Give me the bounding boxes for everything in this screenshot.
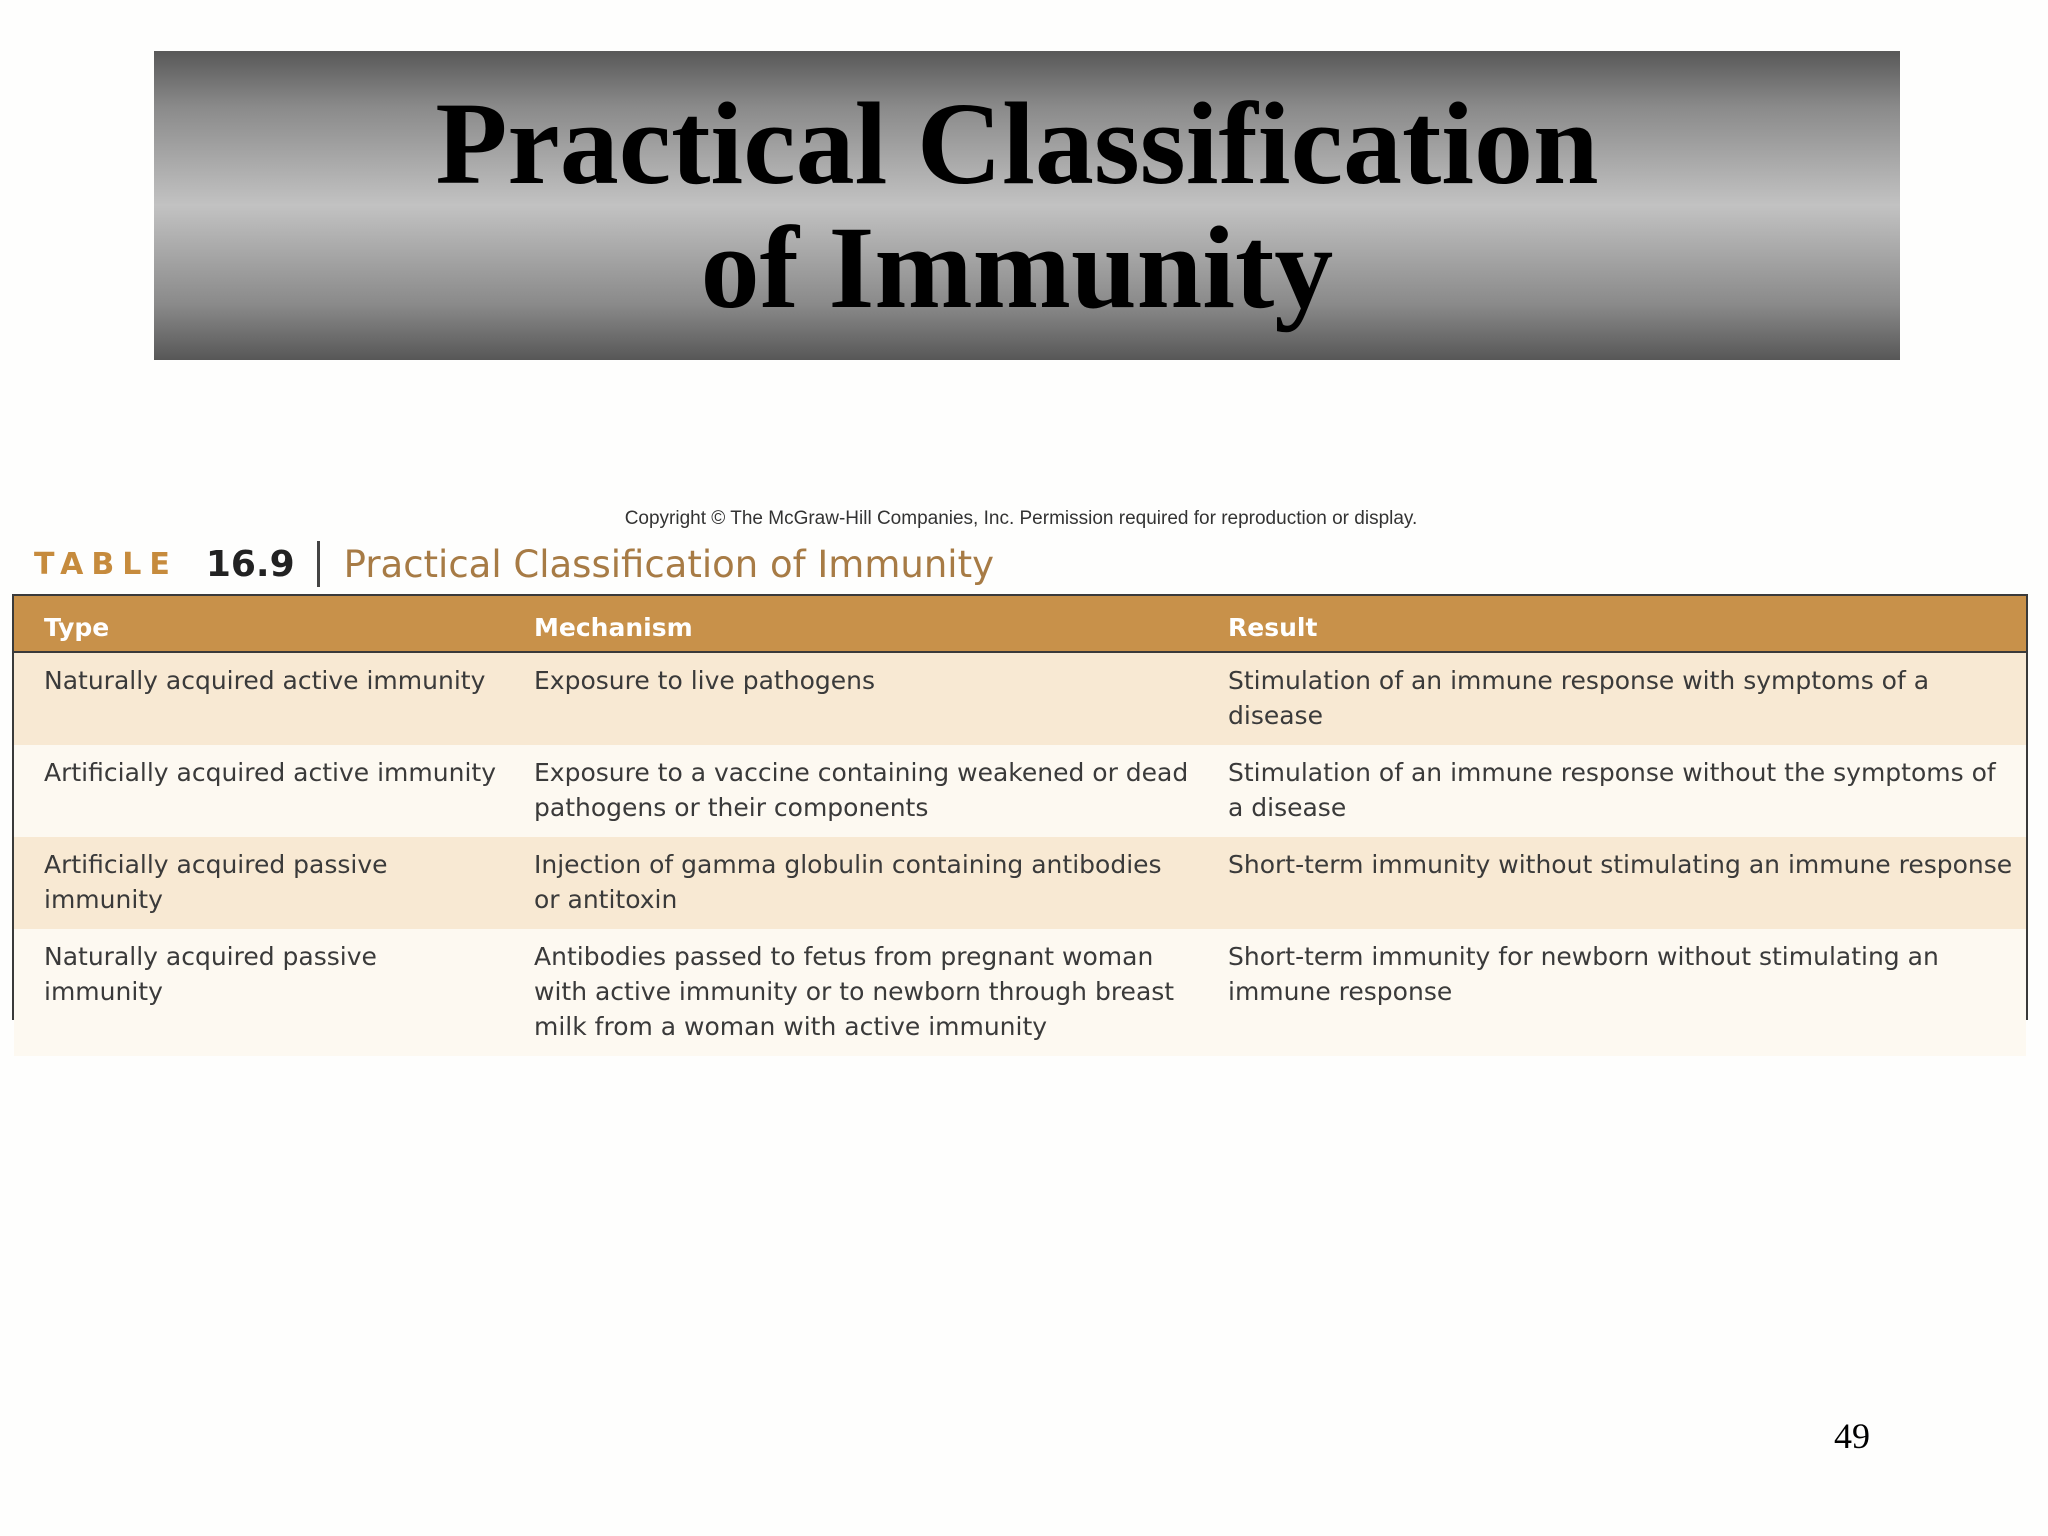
table-row — [14, 929, 2026, 1056]
cell-result: Stimulation of an immune response with symptoms of a disease — [1198, 652, 2026, 745]
table-header-row — [14, 596, 2026, 652]
table-row — [14, 652, 2026, 745]
table-row — [14, 837, 2026, 929]
cell-result: Short-term immunity for newborn without stimulating an immune response — [1198, 929, 2026, 1056]
immunity-table — [12, 594, 2028, 1041]
table-title: Practical Classification of Immunity — [343, 542, 994, 586]
cell-result: Short-term immunity without stimulating an immune response — [1198, 837, 2026, 929]
header-result: Result — [1198, 596, 2026, 652]
slide-title-line-2: of Immunity — [700, 201, 1334, 333]
header-mechanism: Mechanism — [504, 596, 1198, 652]
table-label: TABLE — [34, 546, 178, 582]
header-type: Type — [14, 596, 504, 652]
caption-divider — [317, 541, 320, 587]
data-table — [14, 596, 2026, 1056]
cell-type: Artificially acquired passive immunity — [14, 837, 504, 929]
cell-mechanism: Antibodies passed to fetus from pregnant woman with active immunity or to newborn through breast milk from a woman with active immunity — [504, 929, 1198, 1056]
slide-title-line-1: Practical Classification — [435, 77, 1599, 209]
cell-type: Naturally acquired active immunity — [14, 652, 504, 745]
copyright-notice — [0, 508, 2048, 530]
title-banner — [154, 51, 1900, 360]
table-number: 16.9 — [205, 543, 295, 585]
copyright-text: Copyright © The McGraw-Hill Companies, Inc. Permission required for reproduction or display. — [624, 508, 1418, 529]
cell-mechanism: Injection of gamma globulin containing antibodies or antitoxin — [504, 837, 1198, 929]
cell-mechanism: Exposure to a vaccine containing weakened or dead pathogens or their components — [504, 745, 1198, 837]
cell-type: Artificially acquired active immunity — [14, 745, 504, 837]
table-caption — [34, 536, 994, 592]
cell-mechanism: Exposure to live pathogens — [504, 652, 1198, 745]
page-number: 49 — [1834, 1416, 1870, 1456]
cell-type: Naturally acquired passive immunity — [14, 929, 504, 1056]
table-row — [14, 745, 2026, 837]
cell-result: Stimulation of an immune response without the symptoms of a disease — [1198, 745, 2026, 837]
